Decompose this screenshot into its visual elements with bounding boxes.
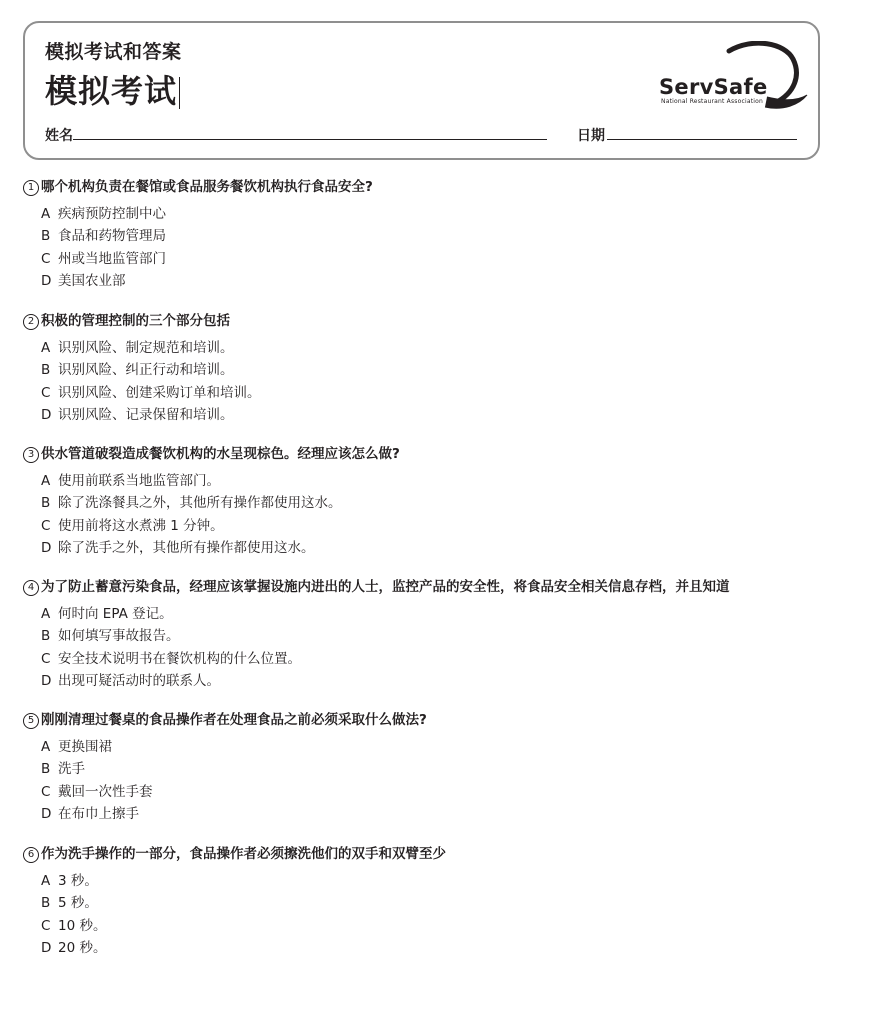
question-text xyxy=(23,445,843,463)
question-text xyxy=(23,178,843,196)
option-letter: C xyxy=(41,917,51,934)
question-prompt: 作为洗手操作的一部分，食品操作者必须擦洗他们的双手和双臂至少 xyxy=(41,846,446,862)
logo-brand: ServSafe xyxy=(659,75,768,99)
option-d[interactable] xyxy=(41,270,843,292)
question-text xyxy=(23,312,843,330)
option-b[interactable] xyxy=(41,492,843,514)
option-text: 如何填写事故报告。 xyxy=(58,628,180,645)
option-text: 洗手 xyxy=(58,761,85,778)
date-field[interactable] xyxy=(607,139,797,140)
option-text: 除了洗涤餐具之外，其他所有操作都使用这水。 xyxy=(58,495,342,512)
question-number: 1 xyxy=(23,180,39,196)
question-4 xyxy=(23,578,843,692)
logo-tagline: National Restaurant Association xyxy=(661,98,764,105)
option-a[interactable] xyxy=(41,870,843,892)
option-c[interactable] xyxy=(41,382,843,404)
option-d[interactable] xyxy=(41,404,843,426)
option-text: 识别风险、创建采购订单和培训。 xyxy=(58,384,261,401)
question-prompt: 积极的管理控制的三个部分包括 xyxy=(41,313,230,329)
option-a[interactable] xyxy=(41,203,843,225)
option-letter: B xyxy=(41,495,51,512)
option-text: 20 秒。 xyxy=(58,939,107,956)
question-3 xyxy=(23,445,843,559)
option-list xyxy=(23,470,843,559)
page-title-text: 模拟考试 xyxy=(45,72,178,110)
option-d[interactable] xyxy=(41,803,843,825)
option-letter: B xyxy=(41,895,51,912)
option-text: 5 秒。 xyxy=(58,895,98,912)
option-list xyxy=(23,736,843,825)
option-text: 食品和药物管理局 xyxy=(58,228,166,245)
option-a[interactable] xyxy=(41,470,843,492)
option-letter: A xyxy=(41,473,51,489)
option-c[interactable] xyxy=(41,915,843,937)
exam-header xyxy=(23,21,820,160)
question-prompt: 供水管道破裂造成餐饮机构的水呈现棕色。经理应该怎么做? xyxy=(41,446,400,462)
option-list xyxy=(23,337,843,426)
option-d[interactable] xyxy=(41,670,843,692)
question-number: 3 xyxy=(23,447,39,463)
option-text: 在布巾上擦手 xyxy=(58,805,139,822)
option-text: 何时向 EPA 登记。 xyxy=(58,606,173,622)
option-text: 州或当地监管部门 xyxy=(58,250,166,267)
question-prompt: 哪个机构负责在餐馆或食品服务餐饮机构执行食品安全? xyxy=(41,179,373,195)
option-d[interactable] xyxy=(41,937,843,959)
option-letter: D xyxy=(41,539,52,556)
date-label: 日期 xyxy=(577,128,605,144)
question-6 xyxy=(23,845,843,959)
option-letter: C xyxy=(41,517,51,534)
option-text: 10 秒。 xyxy=(58,917,107,934)
question-5 xyxy=(23,711,843,825)
option-text: 出现可疑活动时的联系人。 xyxy=(58,672,220,689)
option-letter: A xyxy=(41,340,51,356)
question-prompt: 刚刚清理过餐桌的食品操作者在处理食品之前必须采取什么做法? xyxy=(41,712,427,728)
option-c[interactable] xyxy=(41,781,843,803)
option-a[interactable] xyxy=(41,603,843,625)
option-letter: B xyxy=(41,228,51,245)
option-letter: A xyxy=(41,606,51,622)
option-text: 除了洗手之外，其他所有操作都使用这水。 xyxy=(58,539,315,556)
option-text: 戴回一次性手套 xyxy=(58,783,153,800)
option-letter: D xyxy=(41,939,52,956)
name-field[interactable] xyxy=(73,139,547,140)
option-text: 识别风险、纠正行动和培训。 xyxy=(58,362,234,379)
question-text xyxy=(23,845,843,863)
option-letter: C xyxy=(41,783,51,800)
option-text: 识别风险、记录保留和培训。 xyxy=(58,406,234,423)
option-letter: D xyxy=(41,805,52,822)
option-b[interactable] xyxy=(41,625,843,647)
option-letter: D xyxy=(41,406,52,423)
question-prompt: 为了防止蓄意污染食品，经理应该掌握设施内进出的人士，监控产品的安全性，将食品安全相关信息存档，并且知道 xyxy=(41,579,730,595)
option-text: 3 秒。 xyxy=(58,873,98,889)
option-text: 使用前将这水煮沸 1 分钟。 xyxy=(58,517,224,534)
option-b[interactable] xyxy=(41,225,843,247)
option-b[interactable] xyxy=(41,892,843,914)
question-number: 5 xyxy=(23,713,39,729)
option-letter: A xyxy=(41,739,51,755)
option-a[interactable] xyxy=(41,337,843,359)
page-title[interactable] xyxy=(45,66,180,112)
option-d[interactable] xyxy=(41,537,843,559)
option-letter: D xyxy=(41,272,52,289)
question-2 xyxy=(23,312,843,426)
option-letter: A xyxy=(41,873,51,889)
option-letter: C xyxy=(41,250,51,267)
option-text: 疾病预防控制中心 xyxy=(58,206,166,222)
option-letter: B xyxy=(41,628,51,645)
option-text: 安全技术说明书在餐饮机构的什么位置。 xyxy=(58,650,301,667)
question-1 xyxy=(23,178,843,292)
question-number: 6 xyxy=(23,847,39,863)
question-text xyxy=(23,711,843,729)
option-list xyxy=(23,603,843,692)
option-a[interactable] xyxy=(41,736,843,758)
question-number: 4 xyxy=(23,580,39,596)
option-text: 美国农业部 xyxy=(58,272,126,289)
option-c[interactable] xyxy=(41,515,843,537)
option-c[interactable] xyxy=(41,248,843,270)
option-b[interactable] xyxy=(41,359,843,381)
option-text: 识别风险、制定规范和培训。 xyxy=(58,340,234,356)
option-list xyxy=(23,203,843,292)
question-text xyxy=(23,578,843,596)
question-number: 2 xyxy=(23,314,39,330)
option-letter: D xyxy=(41,672,52,689)
option-b[interactable] xyxy=(41,758,843,780)
text-cursor xyxy=(179,77,180,109)
name-label: 姓名 xyxy=(45,128,73,144)
option-text: 使用前联系当地监管部门。 xyxy=(58,473,220,489)
option-letter: B xyxy=(41,362,51,379)
header-subtitle: 模拟考试和答案 xyxy=(45,41,182,63)
option-letter: A xyxy=(41,206,51,222)
option-letter: B xyxy=(41,761,51,778)
option-text: 更换围裙 xyxy=(58,739,112,755)
option-letter: C xyxy=(41,384,51,401)
option-letter: C xyxy=(41,650,51,667)
servsafe-logo xyxy=(653,41,808,113)
option-c[interactable] xyxy=(41,648,843,670)
option-list xyxy=(23,870,843,959)
